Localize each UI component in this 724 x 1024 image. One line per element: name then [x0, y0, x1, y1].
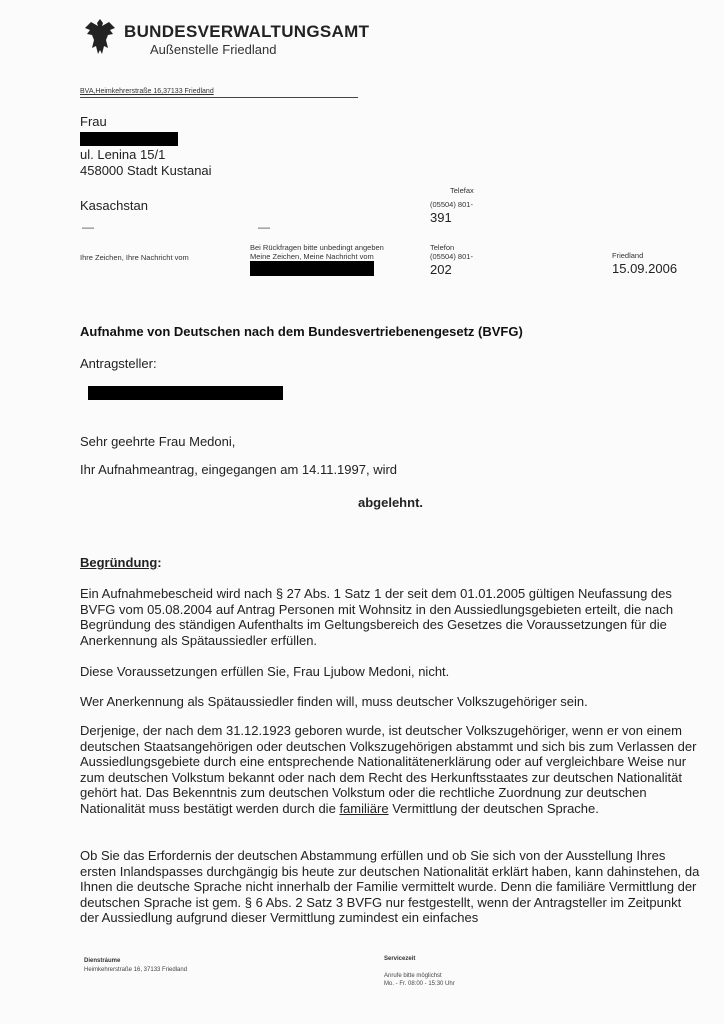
sender-divider — [80, 97, 358, 98]
paragraph-5: Ob Sie das Erfordernis der deutschen Abstammung erfüllen und ob Sie sich von der Ausstellung Ihres ersten Inlandspasses durchgängig bis heute zur deutschen Nationalität erklärt haben, kann dahinstehen, da Ihnen die deutsche Sprache nicht innerhalb der Familie vermittelt wurde. Denn die familiäre Vermittlung der deutschen Sprache ist gem. § 6 Abs. 2 Satz 3 BVFG nur festgestellt, wenn der Antragsteller im Zeitpunkt der Aussiedlung aufgrund dieser Vermittlung zumindest ein einfaches — [80, 848, 700, 925]
branch-office: Außenstelle Friedland — [150, 42, 277, 57]
paragraph-4 — [80, 723, 702, 816]
recipient-salutation: Frau — [80, 114, 107, 129]
paragraph-1: Ein Aufnahmebescheid wird nach § 27 Abs. 1 Satz 1 der seit dem 01.01.2005 gültigen Neufassung des BVFG vom 05.08.2004 auf Antrag Personen mit Wohnsitz in den Aussiedlungsgebieten erteilt, die nach Begründung des ständigen Aufenthalts im Geltungsbereich des Gesetzes die Voraussetzungen für die Anerkennung als Spätaussiedler erfüllen. — [80, 586, 674, 648]
redacted-reference — [250, 261, 374, 276]
my-reference-label-2: Meine Zeichen, Meine Nachricht vom — [250, 252, 374, 261]
federal-eagle-icon — [82, 16, 118, 58]
fax-prefix: (05504) 801- — [430, 200, 473, 209]
intro-line: Ihr Aufnahmeantrag, eingegangen am 14.11.1997, wird — [80, 462, 398, 477]
my-reference-label-1: Bei Rückfragen bitte unbedingt angeben — [250, 243, 384, 252]
phone-label: Telefon — [430, 243, 455, 252]
fax-extension: 391 — [430, 210, 452, 225]
paragraph-2: Diese Voraussetzungen erfüllen Sie, Frau Ljubow Medoni, nicht. — [80, 664, 450, 679]
recipient-city: 458000 Stadt Kustanai — [80, 163, 212, 178]
footer-service-line2: Mo. - Fr. 08:00 - 15:30 Uhr — [384, 981, 455, 987]
ref-dash-left: — — [82, 220, 94, 234]
footer-rooms-title: Dienstráume — [84, 958, 121, 964]
decision: abgelehnt. — [358, 495, 424, 510]
footer-service-title: Servicezeit — [384, 956, 416, 962]
your-reference-label: Ihre Zeichen, Ihre Nachricht vom — [80, 253, 189, 262]
reason-heading-colon: : — [157, 555, 162, 570]
paragraph-4-underlined: familiäre — [339, 800, 389, 816]
letter-subject: Aufnahme von Deutschen nach dem Bundesvertriebenengesetz (BVFG) — [80, 324, 523, 339]
phone-prefix: (05504) 801- — [430, 252, 473, 261]
fax-label: Telefax — [450, 186, 474, 195]
recipient-street: ul. Lenina 15/1 — [80, 147, 166, 162]
greeting: Sehr geehrte Frau Medoni, — [80, 434, 236, 449]
redacted-recipient-name — [80, 132, 178, 146]
recipient-country: Kasachstan — [80, 198, 148, 213]
paragraph-4-main: Derjenige, der nach dem 31.12.1923 geboren wurde, ist deutscher Volkszugehöriger, wenn er von einem deutschen Staatsangehörigen oder deutschen Volkszugehörigen abstammt und sich bis zum Verlassen der Aussiedlungsgebiete durch eine entsprechende Nationalitätenerklärung oder auf vergleichbare Weise nur zum deutschen Volkstum bekannt oder nach dem Recht des Herkunftsstaates zur deutschen Nationalität gehört hat. Das Bekenntnis zum deutschen Volkstum oder die rechtliche Zuordnung zur deutschen Nationalität muss bestätigt werden durch die — [80, 723, 697, 816]
paragraph-3: Wer Anerkennung als Spätaussiedler finden will, muss deutscher Volkszugehöriger sein. — [80, 694, 588, 709]
ref-dash-right: — — [258, 220, 270, 234]
reason-heading-text: Begründung — [80, 555, 158, 570]
place-label: Friedland — [612, 251, 644, 260]
redacted-applicant-name — [88, 386, 283, 400]
sender-address-line: BVA,Heimkehrerstraße 16,37133 Friedland — [80, 88, 214, 95]
reason-heading — [80, 555, 162, 570]
paragraph-4-end: Vermittlung der deutschen Sprache. — [392, 800, 599, 816]
footer-service-line1: Anrufe bitte möglichst — [384, 973, 442, 979]
applicant-label: Antragsteller: — [80, 356, 157, 371]
letter-date: 15.09.2006 — [612, 261, 678, 276]
footer-rooms-address: Heimkehrerstraße 16, 37133 Friedland — [84, 967, 188, 973]
organization-name: BUNDESVERWALTUNGSAMT — [124, 22, 370, 41]
phone-extension: 202 — [430, 262, 452, 277]
